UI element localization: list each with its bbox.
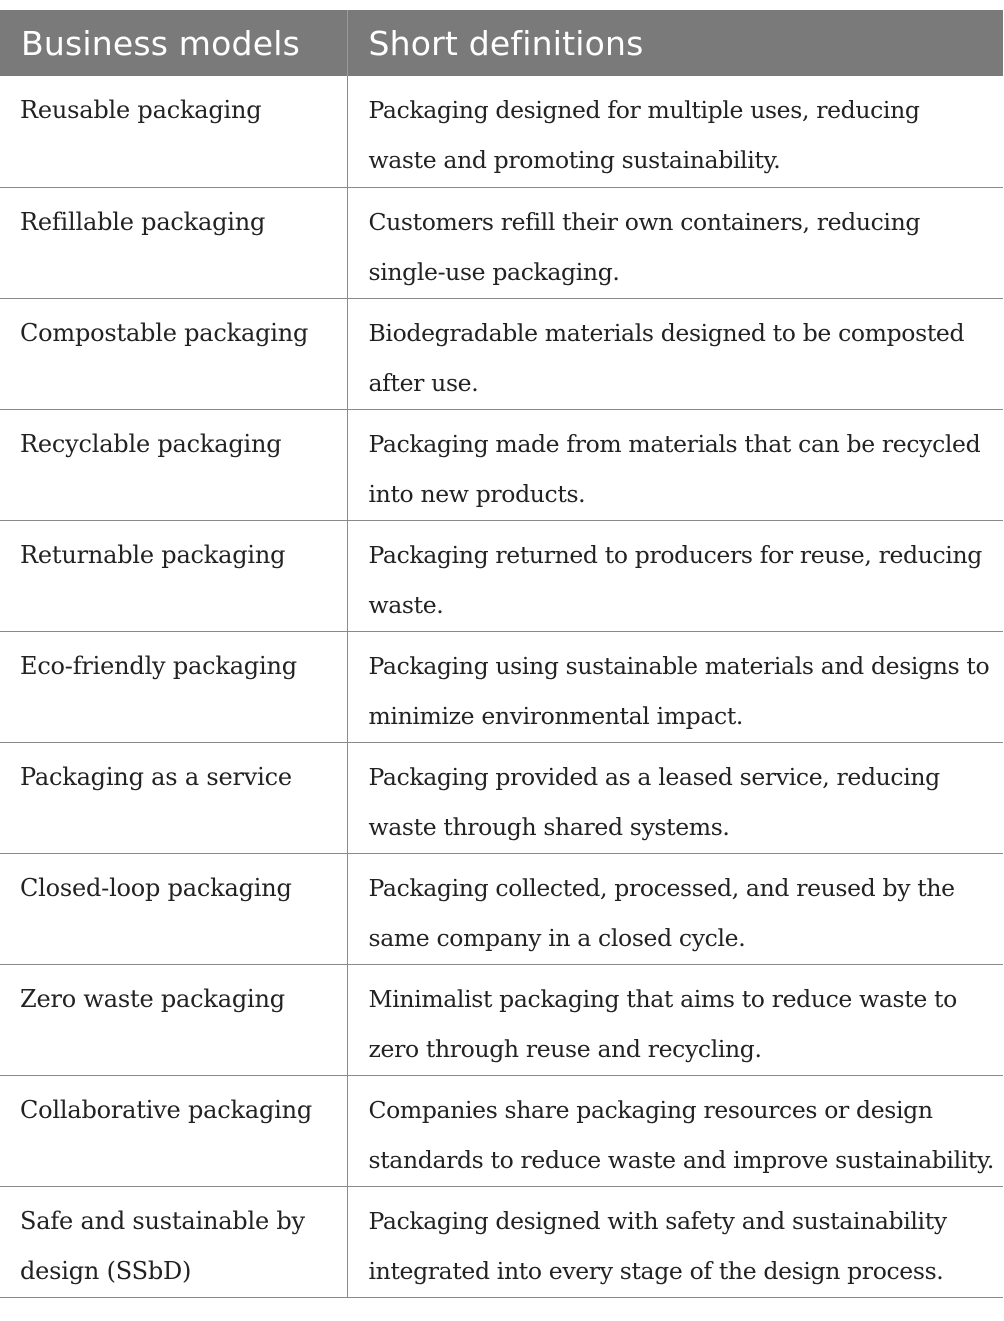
definition-cell [347,964,1003,1075]
business-model-text: Closed-loop packaging [20,873,292,902]
definition-text: after use. [368,368,479,397]
business-model-text: Returnable packaging [20,540,286,569]
business-model-text: Eco-friendly packaging [20,651,297,680]
definition-text: integrated into every stage of the design process. [368,1256,944,1285]
definition-text: standards to reduce waste and improve sustainability. [368,1145,994,1174]
header-row [0,10,1003,76]
header-business-models: Business models [0,10,347,76]
business-model-text: Refillable packaging [20,207,266,236]
business-model-cell [0,409,347,520]
business-model-text: Reusable packaging [20,96,262,124]
business-model-text: Zero waste packaging [20,984,285,1013]
table-row [0,631,1003,742]
business-model-cell [0,76,347,187]
business-model-cell [0,964,347,1075]
definition-text: into new products. [368,479,586,508]
table-row [0,1075,1003,1186]
table-row [0,1186,1003,1297]
business-model-cell [0,1075,347,1186]
definition-text: waste and promoting sustainability. [368,146,781,174]
definition-text: Packaging returned to producers for reuse, reducing [368,540,982,569]
table-row [0,742,1003,853]
definition-text: same company in a closed cycle. [368,923,746,952]
business-model-cell [0,742,347,853]
table-row [0,298,1003,409]
definition-text: single-use packaging. [368,257,620,286]
definition-text: Packaging provided as a leased service, reducing [368,762,940,791]
definition-text: Packaging using sustainable materials and designs to [368,651,990,680]
business-model-cell [0,853,347,964]
definition-text: Customers refill their own containers, reducing [368,207,921,236]
table-header [0,10,1003,76]
business-models-table [0,10,1003,1298]
business-model-cell [0,520,347,631]
table-row [0,187,1003,298]
definition-text: Packaging made from materials that can be recycled [368,429,981,458]
definition-cell [347,298,1003,409]
business-model-text: design (SSbD) [20,1256,192,1285]
business-model-text: Compostable packaging [20,318,309,347]
definition-text: waste. [368,590,444,619]
business-model-cell [0,631,347,742]
definition-cell [347,853,1003,964]
definition-cell [347,520,1003,631]
definition-cell [347,742,1003,853]
header-short-definitions: Short definitions [347,10,1003,76]
business-model-text: Collaborative packaging [20,1095,313,1124]
definition-text: zero through reuse and recycling. [368,1034,762,1063]
definition-cell [347,631,1003,742]
business-model-cell [0,1186,347,1297]
definition-cell [347,76,1003,187]
definition-text: Companies share packaging resources or design [368,1095,933,1124]
table-row [0,964,1003,1075]
definition-text: Packaging designed for multiple uses, reducing [368,96,920,124]
definition-text: Packaging collected, processed, and reused by the [368,873,955,902]
definition-cell [347,1075,1003,1186]
business-model-text: Safe and sustainable by [20,1206,305,1235]
definition-cell [347,187,1003,298]
table-row [0,409,1003,520]
definition-text: minimize environmental impact. [368,701,744,730]
definition-text: Minimalist packaging that aims to reduce waste to [368,984,957,1013]
table-row [0,76,1003,187]
table-row [0,520,1003,631]
definition-text: waste through shared systems. [368,812,730,841]
business-model-text: Packaging as a service [20,762,292,791]
definition-cell [347,409,1003,520]
business-model-text: Recyclable packaging [20,429,282,458]
table-body [0,76,1003,1297]
definition-text: Biodegradable materials designed to be composted [368,318,965,347]
definition-text: Packaging designed with safety and sustainability [368,1206,947,1235]
table-row [0,853,1003,964]
business-model-cell [0,187,347,298]
definition-cell [347,1186,1003,1297]
business-model-cell [0,298,347,409]
